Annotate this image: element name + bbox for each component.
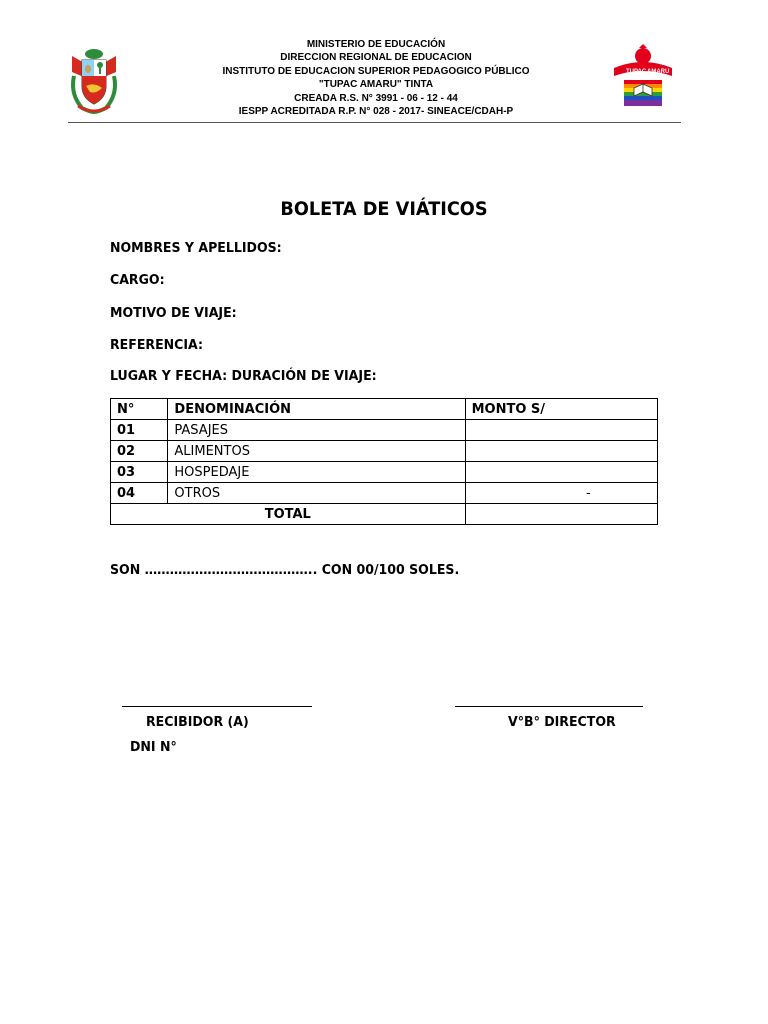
table-total-row [111, 504, 658, 525]
field-lugar-fecha-label: LUGAR Y FECHA: DURACIÓN DE VIAJE: [110, 368, 377, 384]
signature-label-director: V°B° DIRECTOR [508, 714, 616, 730]
viaticos-table [110, 398, 658, 525]
table-row [111, 441, 658, 462]
row-denominacion: ALIMENTOS [168, 441, 465, 462]
tupac-amaru-institute-logo-icon [612, 44, 674, 110]
header-line-creation: CREADA R.S. N° 3991 - 06 - 12 - 44 [294, 92, 458, 104]
peru-coat-of-arms-icon [68, 46, 120, 114]
row-number: 03 [111, 462, 168, 483]
row-number: 01 [111, 420, 168, 441]
field-cargo-label: CARGO: [110, 272, 165, 288]
row-monto [465, 420, 657, 441]
row-monto [465, 462, 657, 483]
header-line-accreditation: IESPP ACREDITADA R.P. N° 028 - 2017- SINEACE/CDAH-P [238, 106, 514, 118]
document-title: BOLETA DE VIÁTICOS [280, 198, 488, 220]
table-row [111, 462, 658, 483]
header-divider [68, 122, 681, 123]
row-number: 02 [111, 441, 168, 462]
logo-text-tupac: TUPAC [626, 69, 647, 75]
header-line-direction: DIRECCION REGIONAL DE EDUCACION [280, 52, 472, 64]
dni-label: DNI N° [130, 739, 177, 755]
header-numero: N° [111, 399, 168, 420]
header-line-name: "TUPAC AMARU" TINTA [318, 79, 434, 91]
header-denominacion: DENOMINACIÓN [168, 399, 465, 420]
row-denominacion: OTROS [168, 483, 465, 504]
field-motivo-label: MOTIVO DE VIAJE: [110, 305, 237, 321]
row-number: 04 [111, 483, 168, 504]
row-monto: - [465, 483, 657, 504]
field-referencia-label: REFERENCIA: [110, 337, 204, 353]
signature-line-recibidor [122, 706, 312, 707]
total-label: TOTAL [111, 504, 466, 525]
institution-header-text [200, 38, 552, 118]
row-denominacion: PASAJES [168, 420, 465, 441]
header-line-institute: INSTITUTO DE EDUCACION SUPERIOR PEDAGOGICO PÚBLICO [222, 65, 530, 77]
field-nombres-label: NOMBRES Y APELLIDOS: [110, 240, 282, 256]
signature-line-director [455, 706, 643, 707]
table-row [111, 420, 658, 441]
row-denominacion: HOSPEDAJE [168, 462, 465, 483]
document-header [0, 0, 768, 125]
table-header-row [111, 399, 658, 420]
header-line-ministry: MINISTERIO DE EDUCACIÓN [306, 39, 446, 50]
total-value [465, 504, 657, 525]
row-monto [465, 441, 657, 462]
table-row [111, 483, 658, 504]
amount-in-words-line: SON ………………………………….. CON 00/100 SOLES. [110, 562, 460, 578]
signature-label-recibidor: RECIBIDOR (A) [146, 714, 249, 730]
logo-text-amaru: AMARU [647, 69, 670, 75]
header-monto: MONTO S/ [465, 399, 657, 420]
